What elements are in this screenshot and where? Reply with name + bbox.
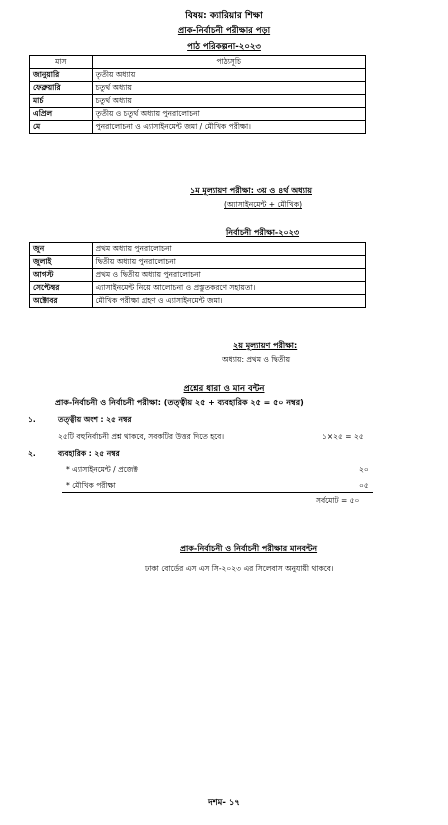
content-cell: পুনরালোচনা ও এ্যাসাইনমেন্ট জমা / মৌখিক পরীক্ষা। (92, 121, 365, 134)
month-cell: জুন (30, 243, 93, 256)
table-row (30, 243, 366, 256)
item1-calc: ১×২৫ = ২৫ (322, 432, 364, 441)
sub1-label: * এ্যাসাইনমেন্ট / প্রজেক্ট (66, 465, 138, 474)
table-row (30, 121, 366, 134)
page-number: দশম- ১৭ (208, 798, 240, 808)
lesson-plan-table (29, 55, 366, 134)
selection-exam-title: নির্বাচনী পরীক্ষা-২০২৩ (226, 228, 300, 237)
content-cell: প্রথম অধ্যায় পুনরালোচনা (92, 243, 365, 256)
content-cell: চতুর্থ অধ্যায় (92, 82, 365, 95)
table-row (30, 108, 366, 121)
first-eval-sub: (অ্যাসাইনমেন্ট + মৌখিক) (224, 200, 303, 209)
marks-title: প্রশ্নের ধারা ও মান বন্টন (183, 384, 265, 394)
item1-description: ২৫টি বহুনির্বাচনী প্রশ্ন থাকবে, সবকটির উত্তর দিতে হবে। (58, 432, 225, 441)
item1-label: তত্ত্বীয় অংশ : ২৫ নম্বর (58, 415, 132, 424)
first-eval-title: ১ম মূল্যায়ণ পরীক্ষা: ৩য় ও ৪র্থ অধ্যায় (190, 186, 312, 195)
table-row (30, 269, 366, 282)
item2-number: ২. (28, 449, 36, 458)
content-cell: এ্যাসাইনমেন্ট নিয়ে আলোচনা ও প্রস্তুতকরণে সহায়তা। (92, 282, 365, 295)
table-row (30, 256, 366, 269)
month-cell: এপ্রিল (30, 108, 93, 121)
standard-title: প্রাক-নির্বাচনী ও নির্বাচনী পরীক্ষার মানবন্টন (180, 544, 318, 553)
second-eval-title: ২য় মূল্যায়ণ পরীক্ষা: (233, 341, 298, 350)
content-cell: মৌখিক পরীক্ষা গ্রহণ ও এ্যাসাইনমেন্ট জমা। (92, 295, 365, 308)
table-row (30, 95, 366, 108)
col-syllabus-header: পাঠ্যসূচি (92, 56, 365, 69)
month-cell: ফেব্রুয়ারি (30, 82, 93, 95)
item1-number: ১. (28, 415, 36, 424)
second-eval-sub: অধ্যায়: প্রথম ও দ্বিতীয় (222, 355, 291, 364)
total-value: সর্বমোট = ৫০ (316, 496, 360, 505)
table-row (30, 282, 366, 295)
sub1-value: ২০ (359, 465, 369, 474)
month-cell: জুলাই (30, 256, 93, 269)
month-cell: জানুয়ারি (30, 69, 93, 82)
selection-exam-table (29, 242, 366, 308)
standard-text: ঢাকা বোর্ডের এস এস সি-২০২৩ এর সিলেবাস অনুযায়ী থাকবে। (145, 564, 334, 573)
content-cell: তৃতীয় অধ্যায় (92, 69, 365, 82)
subject-title: বিষয়: ক্যারিয়ার শিক্ষা (185, 11, 263, 21)
pre-exam-heading: প্রাক-নির্বাচনী পরীক্ষার পড়া (177, 26, 271, 36)
month-cell: মার্চ (30, 95, 93, 108)
content-cell: দ্বিতীয় অধ্যায় পুনরালোচনা (92, 256, 365, 269)
table-row (30, 69, 366, 82)
month-cell: আগস্ট (30, 269, 93, 282)
sub2-label: * মৌখিক পরীক্ষা (66, 481, 116, 490)
sub2-value: ০৫ (359, 481, 369, 490)
month-cell: সেপ্টেম্বর (30, 282, 93, 295)
month-cell: অক্টোবর (30, 295, 93, 308)
table-row (30, 295, 366, 308)
content-cell: চতুর্থ অধ্যায় (92, 95, 365, 108)
content-cell: প্রথম ও দ্বিতীয় অধ্যায় পুনরালোচনা (92, 269, 365, 282)
total-divider (62, 492, 373, 493)
lesson-plan-heading: পাঠ পরিকল্পনা-২০২৩ (187, 42, 261, 52)
item2-label: ব্যবহারিক : ২৫ নম্বর (58, 449, 120, 458)
table-row (30, 82, 366, 95)
col-month-header: মাস (30, 56, 93, 69)
content-cell: তৃতীয় ও চতুর্থ অধ্যায় পুনরালোচনা (92, 108, 365, 121)
month-cell: মে (30, 121, 93, 134)
marks-subtitle: প্রাক-নির্বাচনী ও নির্বাচনী পরীক্ষা: (তত্ত্বীয় ২৫ + ব্যবহারিক ২৫ = ৫০ নম্বর) (55, 398, 304, 407)
